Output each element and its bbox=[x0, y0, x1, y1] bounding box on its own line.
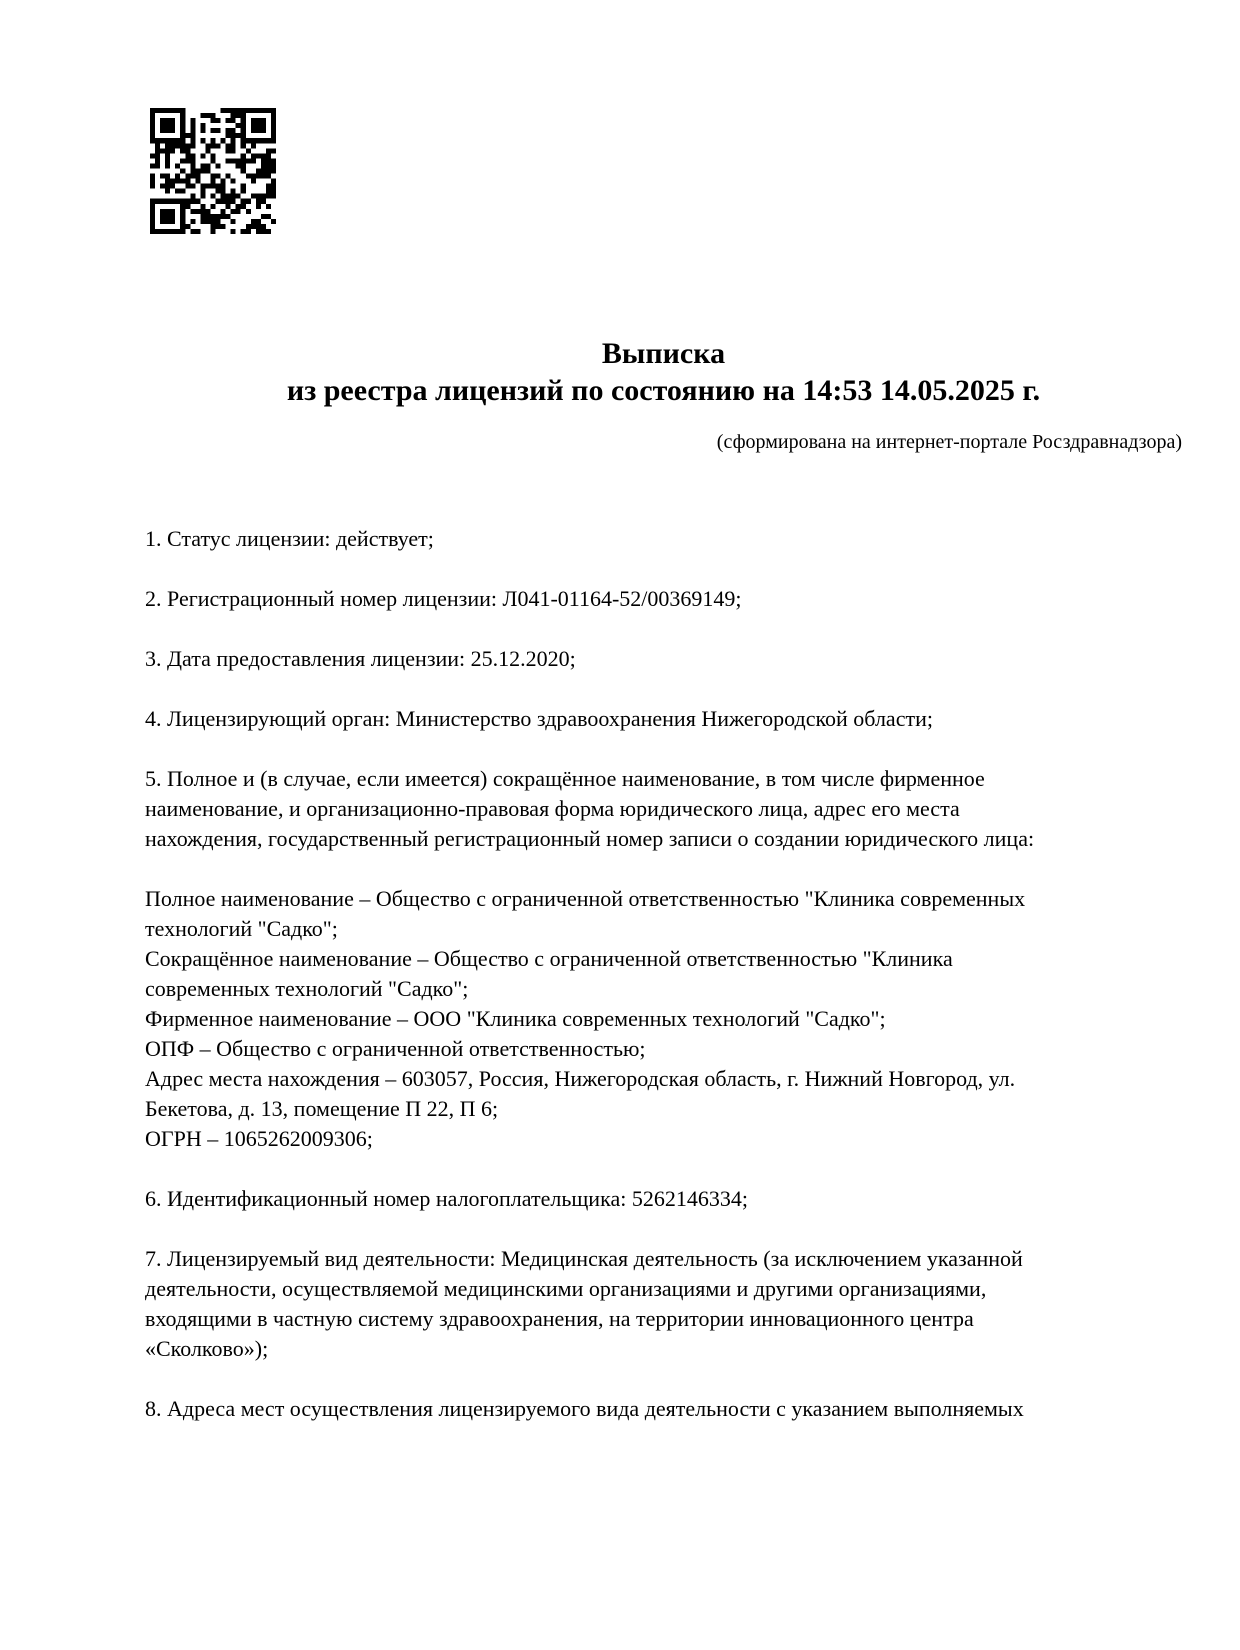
text-line: 2. Регистрационный номер лицензии: Л041-01164-52/00369149; bbox=[145, 586, 742, 611]
text-line: Бекетова, д. 13, помещение П 22, П 6; bbox=[145, 1096, 499, 1121]
document-subtitle: (сформирована на интернет-портале Росздравнадзора) bbox=[716, 431, 1182, 453]
paragraph-3 bbox=[145, 644, 1182, 674]
text-line: входящими в частную систему здравоохранения, на территории инновационного центра bbox=[145, 1306, 974, 1331]
text-line: деятельности, осуществляемой медицинскими организациями и другими организациями, bbox=[145, 1276, 987, 1301]
text-line: наименование, и организационно-правовая форма юридического лица, адрес его места bbox=[145, 796, 960, 821]
paragraph-7 bbox=[145, 1184, 1182, 1214]
text-line: Адрес места нахождения – 603057, Россия, Нижегородская область, г. Нижний Новгород, ул. bbox=[145, 1066, 1016, 1091]
paragraph-1 bbox=[145, 524, 1182, 554]
text-line: «Сколково»); bbox=[145, 1336, 269, 1361]
document-title-line-1: Выписка bbox=[601, 337, 726, 370]
text-line: нахождения, государственный регистрационный номер записи о создании юридического лица: bbox=[145, 826, 1035, 851]
text-line: 5. Полное и (в случае, если имеется) сокращённое наименование, в том числе фирменное bbox=[145, 766, 985, 791]
text-line: Фирменное наименование – ООО "Клиника современных технологий "Садко"; bbox=[145, 1006, 886, 1031]
text-line: современных технологий "Садко"; bbox=[145, 976, 469, 1001]
document-title bbox=[145, 335, 1182, 409]
text-line: 8. Адреса мест осуществления лицензируемого вида деятельности с указанием выполняемых bbox=[145, 1396, 1024, 1421]
text-line: 6. Идентификационный номер налогоплательщика: 5262146334; bbox=[145, 1186, 748, 1211]
text-line: ОПФ – Общество с ограниченной ответственностью; bbox=[145, 1036, 646, 1061]
text-line: ОГРН – 1065262009306; bbox=[145, 1126, 373, 1151]
text-line: Сокращённое наименование – Общество с ограниченной ответственностью "Клиника bbox=[145, 946, 953, 971]
paragraph-4 bbox=[145, 704, 1182, 734]
document-title-line-2: из реестра лицензий по состоянию на 14:53 14.05.2025 г. bbox=[286, 374, 1041, 407]
paragraph-2 bbox=[145, 584, 1182, 614]
paragraph-8 bbox=[145, 1244, 1182, 1364]
paragraph-6 bbox=[145, 884, 1182, 1154]
paragraph-5 bbox=[145, 764, 1182, 854]
document-body bbox=[145, 524, 1182, 1454]
text-line: Полное наименование – Общество с ограниченной ответственностью "Клиника современных bbox=[145, 886, 1026, 911]
text-line: технологий "Садко"; bbox=[145, 916, 338, 941]
text-line: 7. Лицензируемый вид деятельности: Медицинская деятельность (за исключением указанной bbox=[145, 1246, 1023, 1271]
text-line: 4. Лицензирующий орган: Министерство здравоохранения Нижегородской области; bbox=[145, 706, 933, 731]
paragraph-9 bbox=[145, 1394, 1182, 1424]
text-line: 1. Статус лицензии: действует; bbox=[145, 526, 434, 551]
qr-code-icon bbox=[150, 108, 276, 234]
text-line: 3. Дата предоставления лицензии: 25.12.2020; bbox=[145, 646, 576, 671]
